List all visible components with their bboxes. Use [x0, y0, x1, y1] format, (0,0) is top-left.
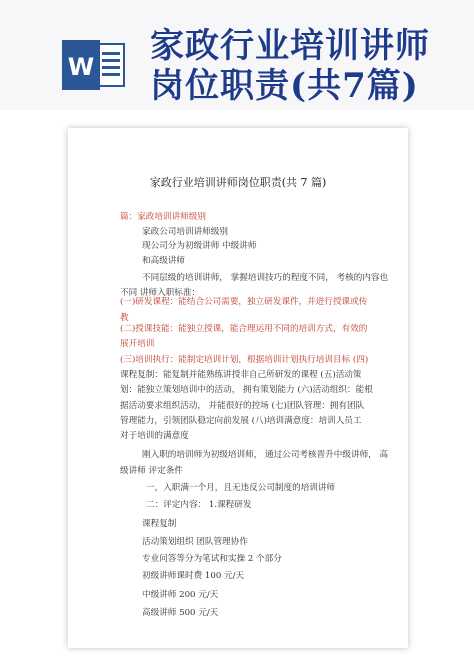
word-logo-letter: W — [67, 53, 95, 81]
banner-title-line-1: 家政行业培训讲师 — [150, 26, 430, 66]
document-line: 高级讲师 500 元/天 — [142, 608, 219, 618]
document-line: 篇：家政培训讲师级别 — [120, 212, 206, 222]
document-line: 对于培训的满意度 — [120, 431, 189, 441]
document-line: (三)培训执行：能制定培训计划，根据培训计划执行培训目标 (四) — [120, 355, 369, 365]
document-line: 家政公司培训讲师级别 — [142, 227, 228, 237]
document-line: 和高级讲师 — [142, 256, 185, 266]
document-title: 家政行业培训讲师岗位职责(共 7 篇) — [149, 176, 327, 189]
header-banner — [0, 0, 474, 110]
document-page — [68, 128, 408, 648]
document-line: (一)研发课程：能结合公司需要，独立研发课件，并进行授课或传 — [120, 297, 368, 307]
document-line: 不同 讲师入职标准： — [120, 288, 201, 298]
document-line: 课程复制 — [142, 519, 177, 529]
document-line: 展开培训 — [120, 339, 155, 349]
document-line: 现公司分为初级讲师 中级讲师 — [142, 241, 257, 251]
document-line: 划：能独立策划培训中的活动， 拥有策划能力 (六)活动组织：能根 — [120, 385, 373, 395]
document-line: 教 — [120, 313, 129, 323]
document-line: 中级讲师 200 元/天 — [142, 590, 219, 600]
document-line: 初级讲师课时费 100 元/天 — [142, 571, 245, 581]
document-line: 管理能力，引领团队稳定向前发展 (八)培训满意度：培训人员工 — [120, 416, 362, 426]
document-line: 一，入职满一个月，且无违反公司制度的培训讲师 — [146, 483, 336, 493]
document-line: 级讲师 评定条件 — [120, 466, 183, 476]
document-line: 专业问答等分为笔试和实操 2 个部分 — [142, 554, 282, 564]
document-line: 不同层级的培训讲师， 掌握培训技巧的程度不同， 考核的内容也 — [142, 273, 389, 283]
banner-title-line-2: 岗位职责(共7篇) — [150, 66, 419, 106]
document-line: 据活动要求组织活动， 并能很好的控场 (七)团队管理：拥有团队 — [120, 401, 365, 411]
document-line: 刚入职的培训师为初级培训师， 通过公司考核晋升中级讲师， 高 — [142, 450, 389, 460]
document-line: 活动策划组织 团队管理协作 — [142, 537, 248, 547]
document-line: (二)授课技能：能独立授课，能合理运用不同的培训方式，有效的 — [120, 324, 368, 334]
word-document-icon — [62, 40, 128, 90]
document-line: 二：评定内容： 1.课程研发 — [146, 500, 252, 510]
banner-title — [150, 26, 466, 106]
document-line: 课程复制：能复制并能熟练讲授非自己所研发的课程 (五)活动策 — [120, 370, 362, 380]
